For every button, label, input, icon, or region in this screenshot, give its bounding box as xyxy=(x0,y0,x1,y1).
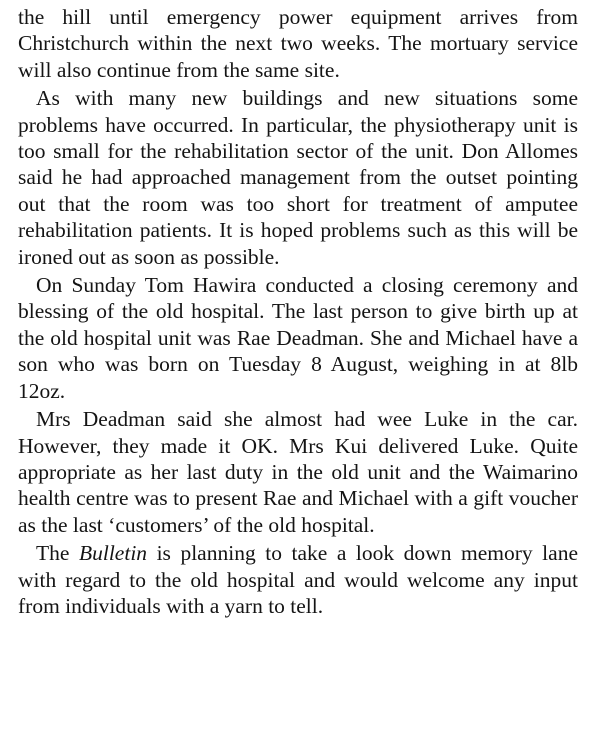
paragraph-closing-ceremony: On Sunday Tom Hawira conducted a closing ceremony and blessing of the old hospital. The last person to give birth up at the old hospital unit was Rae Deadman. She and Michael have a son who was born on Tuesday 8 August, weighing in at 8lb 12oz. xyxy=(18,273,578,403)
paragraph-bulletin xyxy=(18,540,578,619)
paragraph-bulletin-end: is planning to take a look down memory lane with regard to the old hospital and would welcome any input from individuals with a yarn to tell. xyxy=(18,541,578,618)
paragraph-mrs-deadman: Mrs Deadman said she almost had wee Luke in the car. However, they made it OK. Mrs Kui delivered Luke. Quite appropriate as her last duty in the old unit and the Waimarino health centre was to present Rae and Michael with a gift voucher as the last ‘customers’ of the old hospital. xyxy=(18,407,578,537)
publication-name: Bulletin xyxy=(78,541,148,566)
paragraph-problems: As with many new buildings and new situations some problems have occurred. In particular, the physiotherapy unit is too small for the rehabilitation sector of the unit. Don Allomes said he had approached management from the outset pointing out that the room was too short for treatment of amputee rehabilitation patients. It is hoped problems such as this will be ironed out as soon as possible. xyxy=(18,86,578,269)
paragraph-power-equipment: the hill until emergency power equipment arrives from Christchurch within the next two weeks. The mortuary service will also continue from the same site. xyxy=(18,5,578,82)
article-text xyxy=(18,4,578,621)
paragraph-bulletin-start: The xyxy=(36,541,79,566)
